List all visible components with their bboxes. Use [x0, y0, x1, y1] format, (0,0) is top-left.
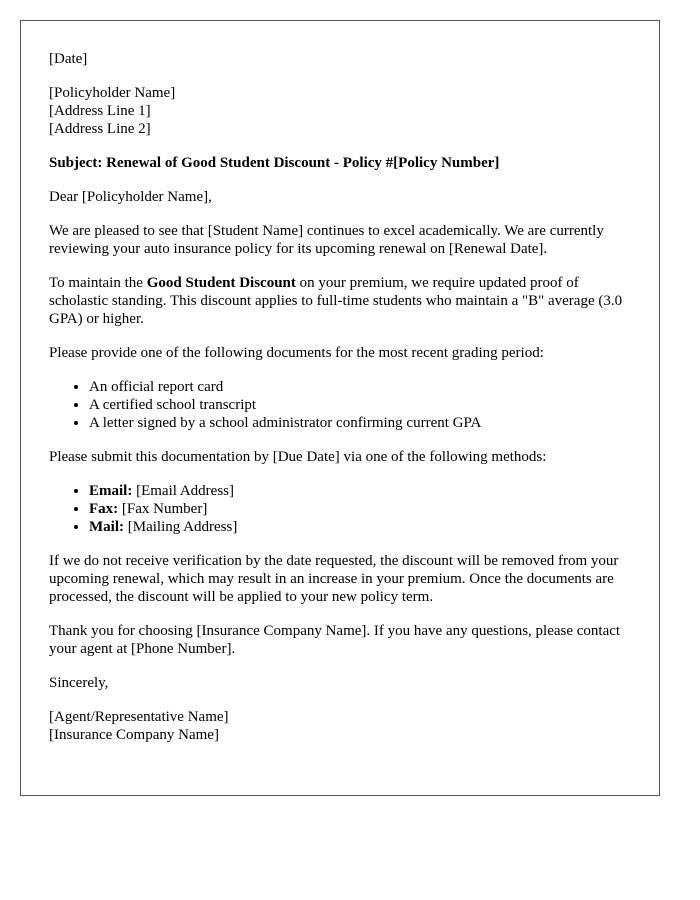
documents-intro: Please provide one of the following documents for the most recent grading period: [49, 345, 544, 361]
method-mail [89, 518, 631, 536]
letter-closing: Sincerely, [49, 675, 109, 691]
recipient-name: [Policyholder Name] [49, 85, 176, 101]
method-fax-label: Fax: [89, 501, 119, 517]
method-email-value: [Email Address] [132, 483, 234, 499]
signature-block [49, 708, 631, 744]
discount-name: Good Student Discount [146, 275, 296, 291]
body-paragraph-1: We are pleased to see that [Student Name] continues to excel academically. We are currently reviewing your auto insurance policy for its upcoming renewal on [Renewal Date]. [49, 223, 604, 257]
documents-list-item: • A letter signed by a school administrator confirming current GPA [89, 414, 631, 432]
method-email-label: Email: [89, 483, 133, 499]
paragraph-2-before: To maintain the [49, 275, 147, 291]
body-paragraph-2 [49, 274, 631, 328]
method-mail-label: Mail: [89, 519, 124, 535]
recipient-address-line-1: [Address Line 1] [49, 103, 151, 119]
method-mail-value: [Mailing Address] [124, 519, 238, 535]
method-email [89, 482, 631, 500]
documents-list-item: • A certified school transcript [89, 396, 631, 414]
letter-subject: Subject: Renewal of Good Student Discount - Policy #[Policy Number] [49, 155, 500, 171]
documents-list-item: • An official report card [89, 378, 631, 396]
signature-company: [Insurance Company Name] [49, 727, 219, 743]
letter-container [20, 20, 660, 796]
documents-list [49, 378, 631, 432]
recipient-address-line-2: [Address Line 2] [49, 121, 151, 137]
body-paragraph-4: Thank you for choosing [Insurance Company Name]. If you have any questions, please contact your agent at [Phone Number]. [49, 623, 621, 657]
letter-salutation: Dear [Policyholder Name], [49, 189, 212, 205]
submission-intro: Please submit this documentation by [Due Date] via one of the following methods: [49, 449, 547, 465]
method-fax [89, 500, 631, 518]
method-fax-value: [Fax Number] [118, 501, 208, 517]
letter-date: [Date] [49, 51, 88, 67]
signature-name: [Agent/Representative Name] [49, 709, 229, 725]
body-paragraph-3: If we do not receive verification by the date requested, the discount will be removed from your upcoming renewal, which may result in an increase in your premium. Once the documents are processed, the discount will be applied to your new policy term. [49, 553, 619, 605]
paragraph-2-after: on your premium, we require updated proof of scholastic standing. This discount applies to full-time students who maintain a "B" average (3.0 GPA) or higher. [49, 275, 623, 327]
recipient-address [49, 84, 631, 138]
submission-methods-list [49, 482, 631, 536]
